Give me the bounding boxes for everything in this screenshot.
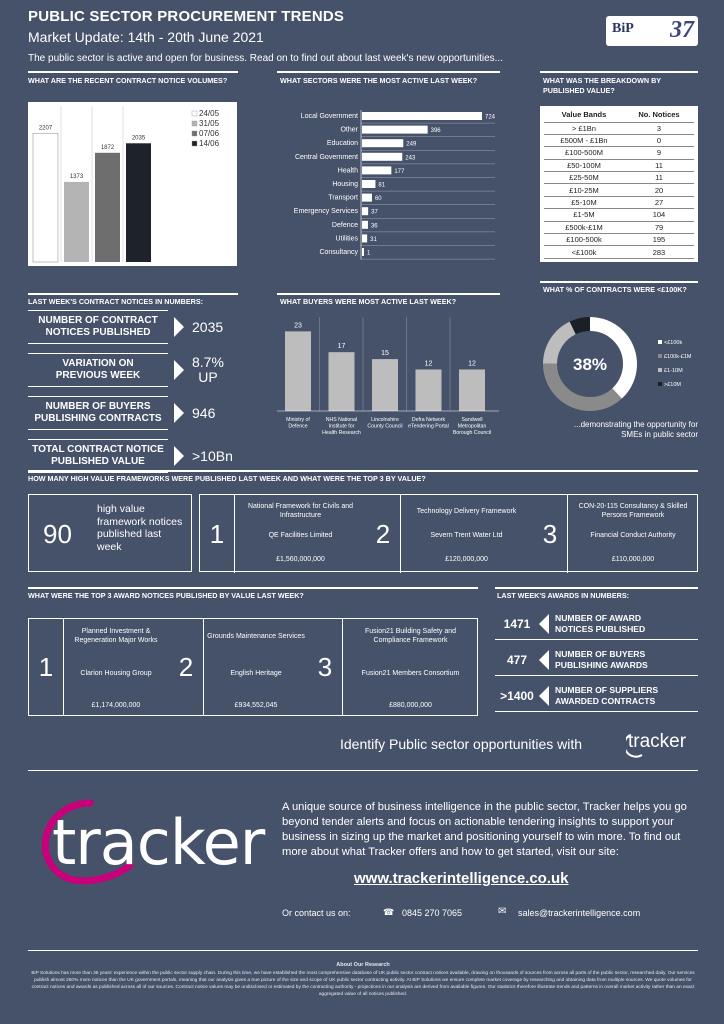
top-frameworks-box	[199, 494, 698, 572]
award-buyer: Clarion Housing Group	[80, 670, 152, 677]
tracker-small-swoosh-icon	[626, 732, 648, 758]
bip-logo	[606, 16, 698, 46]
framework-count-text: high value framework notices published last week	[97, 503, 183, 553]
table-cell: £1-5M	[544, 209, 624, 221]
stat-label-line: PUBLISHING CONTRACTS	[34, 413, 162, 424]
section-title-breakdown: WHAT WAS THE BREAKDOWN BY PUBLISHED VALUE?	[543, 76, 661, 95]
table-cell: £100-500M	[544, 147, 624, 159]
award-stat-label-line: NUMBER OF BUYERS	[555, 648, 646, 659]
table-cell: 79	[624, 221, 694, 233]
table-cell: £50-100M	[544, 159, 624, 171]
data-label: 2207	[38, 125, 53, 132]
bar	[362, 194, 372, 202]
table-row	[544, 221, 694, 233]
stat-label	[28, 310, 168, 344]
data-label: 37	[371, 209, 378, 216]
bip-logo-number: 37	[670, 17, 694, 43]
bar	[459, 369, 485, 411]
chevron-right-icon	[174, 403, 184, 423]
divider	[28, 950, 698, 951]
table-cell: 11	[624, 172, 694, 184]
award-stat-value: 477	[506, 652, 528, 667]
award-stat-row	[495, 680, 698, 712]
category-label-line: eTendering Portal	[408, 423, 449, 430]
chevron-left-icon	[539, 614, 549, 634]
divider	[540, 71, 698, 73]
bip-logo-text: BiP	[612, 21, 634, 36]
table-cell: £500M - £1Bn	[544, 134, 624, 146]
donut-caption: ...demonstrating the opportunity for SMEs in public sector	[573, 420, 698, 439]
stat-label-line: NUMBER OF BUYERS	[45, 401, 151, 412]
stat-value	[192, 355, 224, 385]
table-cell: > £1Bn	[544, 122, 624, 134]
contract-numbers-list	[28, 310, 248, 482]
category-label-line: County Council	[367, 423, 403, 430]
value-bands-table	[544, 108, 694, 259]
award-stat-label-line: AWARDED CONTRACTS	[555, 695, 656, 706]
chevron-right-icon	[174, 317, 184, 337]
legend-swatch	[658, 354, 662, 358]
legend-swatch	[192, 131, 197, 136]
chevron-left-icon	[539, 650, 549, 670]
stat-label-line: TOTAL CONTRACT NOTICE	[32, 444, 164, 455]
divider	[540, 281, 698, 283]
stat-row	[28, 310, 248, 344]
data-label: 1373	[69, 173, 84, 180]
table-cell: £25-50M	[544, 172, 624, 184]
data-label: 17	[337, 343, 346, 351]
stat-value-line: >10Bn	[192, 447, 233, 464]
legend-swatch	[192, 121, 197, 126]
rank-number: 2	[375, 518, 391, 549]
table-row	[544, 122, 694, 134]
table-row	[544, 134, 694, 146]
bar	[95, 153, 120, 262]
framework-value: £120,000,000	[445, 556, 488, 563]
award-title: Planned Investment & Regeneration Major Works	[74, 628, 158, 644]
data-label: 1872	[100, 144, 115, 151]
category-label-line: Institute for	[328, 423, 355, 430]
bar	[33, 133, 58, 262]
bar	[126, 143, 151, 262]
table-row	[544, 172, 694, 184]
stat-value	[192, 406, 215, 421]
stat-value-line: 8.7%	[192, 354, 224, 370]
data-label: 12	[424, 360, 433, 368]
data-label: 12	[468, 360, 476, 368]
table-row	[544, 246, 694, 258]
data-label: 396	[430, 128, 441, 135]
category-label: Education	[326, 140, 358, 148]
bar	[362, 180, 375, 188]
category-label-line: Lincolnshire	[371, 417, 399, 423]
framework-title: Technology Delivery Framework	[416, 507, 517, 515]
bar	[285, 331, 311, 411]
table-cell: 11	[624, 159, 694, 171]
rank-number: 3	[542, 518, 558, 549]
data-label: 31	[370, 236, 377, 243]
bar	[362, 139, 403, 147]
award-stat-label-line: NUMBER OF SUPPLIERS	[555, 684, 659, 695]
contact-label: Or contact us on:	[282, 908, 351, 918]
category-label-line: Health Research	[322, 430, 361, 436]
category-label	[453, 417, 491, 436]
legend-swatch	[658, 368, 662, 372]
stat-row	[28, 396, 248, 430]
category-label	[286, 417, 310, 430]
volume-bar-chart	[28, 102, 237, 266]
data-label: 177	[394, 168, 405, 175]
category-label: Consultancy	[319, 249, 358, 256]
table-cell: £10-25M	[544, 184, 624, 196]
footer-text: BiP Solutions has more than 36 years' experience within the public sector supply chain. During this time, we have established the most comprehensive database of UK public sector contract notices available, drawing on thousands of sources from across all parts of the public sector, researched daily. Our services publish almost 250% more notices than the UK government portals, meaning that our analysis gives a true picture of the size and scope of UK public sector contracting activity. At BiP Solutions we ensure complete market coverage by researching and obtaining data from multiple sources. We quote volumes for contract notices and awards as published across all of our sources. Contract notice values may be undisclosed or estimated by the contracting authority - projections in our analysis are derived from available figures. Our statistics therefore illustrate trends and patterns in overall market activity rather than an exact aggregated value of all notices published.	[31, 971, 695, 997]
legend-swatch	[658, 382, 662, 386]
stat-label	[28, 439, 168, 473]
framework-card	[400, 495, 532, 573]
page-title: PUBLIC SECTOR PROCUREMENT TRENDS	[28, 8, 345, 25]
table-cell: 0	[624, 134, 694, 146]
bar	[362, 221, 368, 229]
category-label: Defence	[331, 221, 358, 229]
award-stat-label	[555, 649, 648, 671]
top-awards-box	[28, 618, 478, 716]
framework-count: 90	[43, 519, 72, 549]
section-title-percent: WHAT % OF CONTRACTS WERE <£100K?	[543, 285, 687, 294]
data-label: 1	[367, 250, 371, 257]
award-buyer: Fusion21 Members Consortium	[361, 670, 460, 677]
award-stat-row	[495, 644, 698, 676]
stat-label-line: PREVIOUS WEEK	[55, 370, 141, 381]
email-icon: ✉	[498, 906, 507, 917]
category-label: Local Government	[300, 113, 358, 120]
tracker-logo: tracker	[52, 806, 265, 879]
column-header: Value Bands	[544, 108, 624, 122]
table-cell: 27	[624, 196, 694, 208]
stat-value-line: 946	[192, 404, 216, 421]
framework-buyer: QE Facilities Limited	[268, 532, 333, 539]
category-label	[322, 417, 361, 436]
stat-label	[28, 353, 168, 387]
framework-card	[234, 495, 366, 573]
phone-number[interactable]: 0845 270 7065	[402, 908, 463, 918]
column-header: No. Notices	[624, 108, 694, 122]
framework-title: CON-20-115 Consultancy & Skilled Persons Framework	[578, 503, 688, 519]
stat-label-text	[56, 358, 140, 382]
identify-text: Identify Public sector opportunities with	[340, 736, 583, 752]
framework-value: £1,560,000,000	[276, 556, 325, 563]
stat-value	[192, 449, 233, 464]
data-label: 23	[294, 322, 302, 330]
bar	[372, 359, 398, 411]
chevron-right-icon	[174, 446, 184, 466]
data-label: 15	[381, 350, 389, 358]
legend-swatch	[658, 340, 662, 344]
bar	[329, 352, 355, 411]
table-row	[544, 196, 694, 208]
rank-number: 2	[178, 651, 194, 682]
divider	[28, 470, 698, 472]
section-title-sectors: WHAT SECTORS WERE THE MOST ACTIVE LAST WEEK?	[280, 76, 478, 85]
award-card	[203, 619, 308, 715]
donut-chart	[540, 312, 698, 416]
donut-center-label: 38%	[572, 355, 608, 374]
section-title-frameworks: HOW MANY HIGH VALUE FRAMEWORKS WERE PUBLISHED LAST WEEK AND WHAT WERE THE TOP 3 BY VALUE?	[28, 474, 426, 483]
table-cell: <£100k	[544, 246, 624, 258]
framework-value: £110,000,000	[611, 556, 655, 563]
table-cell: £100-500k	[544, 234, 624, 246]
framework-buyer: Severn Trent Water Ltd	[430, 532, 503, 539]
stat-label-line: VARIATION ON	[62, 358, 134, 369]
data-label: 60	[374, 196, 382, 203]
data-label: 243	[405, 155, 416, 162]
stat-label	[28, 396, 168, 430]
divider	[28, 770, 698, 771]
award-stat-row	[495, 608, 698, 640]
section-title-volumes: WHAT ARE THE RECENT CONTRACT NOTICE VOLUMES?	[28, 76, 228, 85]
table-row	[544, 209, 694, 221]
stat-label-line: NOTICES PUBLISHED	[45, 327, 151, 338]
award-numbers-list	[495, 604, 698, 712]
category-label: Utilities	[335, 235, 358, 243]
legend-swatch	[192, 141, 197, 146]
divider	[277, 71, 500, 73]
category-label-line: Defra Network	[411, 417, 446, 423]
bar	[362, 166, 391, 174]
legend-label: 24/05	[199, 109, 220, 118]
bar	[362, 248, 364, 256]
table-cell: 283	[624, 246, 694, 258]
breakdown-table-panel	[540, 106, 698, 262]
category-label-line: NHS National	[325, 417, 358, 423]
bar	[362, 112, 482, 120]
sector-bar-chart	[277, 110, 500, 262]
table-cell: £500k-£1M	[544, 221, 624, 233]
award-card	[63, 619, 168, 715]
divider	[28, 71, 238, 73]
award-value: £1,174,000,000	[91, 702, 141, 709]
data-label: 2035	[131, 135, 146, 142]
tracker-url-link[interactable]: www.trackerintelligence.co.uk	[354, 870, 569, 887]
award-stat-value: 1471	[503, 616, 531, 631]
tracker-small-logo: tracker	[628, 731, 687, 752]
framework-count-box	[28, 494, 192, 572]
stat-label-text	[32, 444, 164, 468]
table-cell: 104	[624, 209, 694, 221]
email-link[interactable]: sales@trackerintelligence.com	[518, 908, 641, 918]
category-label	[408, 417, 449, 430]
stat-value	[192, 320, 223, 335]
stat-row	[28, 439, 248, 473]
category-label: Emergency Services	[293, 208, 358, 216]
stat-row	[28, 353, 248, 387]
legend-label: 07/06	[199, 129, 220, 138]
framework-card	[567, 495, 698, 573]
category-label: Central Government	[294, 153, 358, 161]
footer-heading: About Our Research	[336, 962, 390, 968]
category-label-line: Sandwell	[461, 417, 483, 423]
category-label	[367, 417, 402, 430]
phone-icon: ☎	[383, 907, 395, 917]
award-stat-label-line: NUMBER OF AWARD	[555, 612, 642, 623]
award-buyer: English Heritage	[230, 670, 282, 677]
divider	[495, 587, 698, 589]
category-label-line: Metropolitan	[457, 423, 487, 430]
award-value: £880,000,000	[389, 702, 432, 709]
data-label: 36	[370, 223, 378, 230]
table-cell: £5-10M	[544, 196, 624, 208]
stat-label-text	[38, 315, 157, 339]
bar	[362, 126, 428, 134]
table-cell: 20	[624, 184, 694, 196]
legend-label: <£100k	[664, 340, 683, 346]
data-label: 81	[378, 182, 386, 189]
stat-label-text	[34, 401, 161, 425]
table-row	[544, 147, 694, 159]
award-stat-label-line: PUBLISHING AWARDS	[555, 659, 648, 670]
rank-number: 1	[38, 651, 54, 682]
category-label: Housing	[332, 181, 358, 188]
award-stat-label	[555, 613, 645, 635]
intro-text: The public sector is active and open for business. Read on to find out about last week's new opportunities...	[28, 53, 503, 64]
rank-number: 1	[209, 518, 225, 549]
table-cell: 195	[624, 234, 694, 246]
award-stat-label-line: NOTICES PUBLISHED	[555, 623, 646, 634]
award-card	[342, 619, 478, 715]
chevron-right-icon	[174, 360, 184, 380]
award-stat-label	[555, 685, 658, 707]
bar	[64, 182, 89, 262]
rank-number: 3	[317, 651, 333, 682]
award-value: £934,552,045	[234, 702, 278, 709]
legend-label: 31/05	[199, 119, 220, 128]
table-row	[544, 159, 694, 171]
divider	[28, 293, 238, 295]
chevron-left-icon	[539, 686, 549, 706]
category-label: Health	[337, 167, 358, 175]
framework-title: National Framework for Civils and Infrastructure	[247, 503, 354, 519]
category-label-line: Ministry of	[286, 417, 310, 423]
tracker-description: A unique source of business intelligence in the public sector, Tracker helps you go beyond tender alerts and focus on actionable tendering insights to support your business in sizing up the market and positioning yourself to win more. To find out more about what Tracker offers and how to get started, visit our site:	[282, 801, 687, 858]
section-title-awards-numbers: LAST WEEK'S AWARDS IN NUMBERS:	[497, 591, 630, 600]
bar	[362, 234, 367, 242]
legend-label: >£10M	[664, 382, 681, 388]
bar	[416, 369, 442, 411]
bar	[362, 207, 368, 215]
bar	[362, 153, 402, 161]
category-label: Other	[340, 126, 358, 134]
page-subtitle: Market Update: 14th - 20th June 2021	[28, 29, 264, 45]
award-title: Grounds Maintenance Services	[207, 632, 305, 640]
section-title-numbers: LAST WEEK'S CONTRACT NOTICES IN NUMBERS:	[28, 297, 204, 306]
divider	[277, 293, 500, 295]
data-label: 249	[406, 141, 417, 148]
data-label: 724	[485, 114, 496, 121]
buyer-bar-chart	[277, 307, 500, 453]
divider	[28, 587, 478, 589]
framework-buyer: Financial Conduct Authority	[590, 532, 676, 539]
category-label-line: Defence	[288, 423, 308, 430]
stat-label-line: NUMBER OF CONTRACT	[38, 315, 158, 326]
category-label: Transport	[328, 194, 358, 202]
table-row	[544, 184, 694, 196]
stat-label-line: PUBLISHED VALUE	[51, 456, 145, 467]
stat-value-line: 2035	[192, 318, 224, 335]
table-cell: 3	[624, 122, 694, 134]
table-cell: 9	[624, 147, 694, 159]
award-stat-value: >1400	[500, 688, 534, 703]
legend-swatch	[192, 111, 197, 116]
legend-label: £1-10M	[664, 368, 683, 374]
legend-label: 14/06	[199, 139, 220, 148]
section-title-awards: WHAT WERE THE TOP 3 AWARD NOTICES PUBLISHED BY VALUE LAST WEEK?	[28, 591, 304, 600]
stat-value-line: UP	[198, 369, 218, 385]
award-title: Fusion21 Building Safety and Compliance Framework	[364, 628, 457, 644]
section-title-buyers: WHAT BUYERS WERE MOST ACTIVE LAST WEEK?	[280, 297, 457, 306]
table-row	[544, 234, 694, 246]
category-label-line: Borough Council	[452, 430, 492, 436]
legend-label: £100k-£1M	[664, 354, 692, 360]
